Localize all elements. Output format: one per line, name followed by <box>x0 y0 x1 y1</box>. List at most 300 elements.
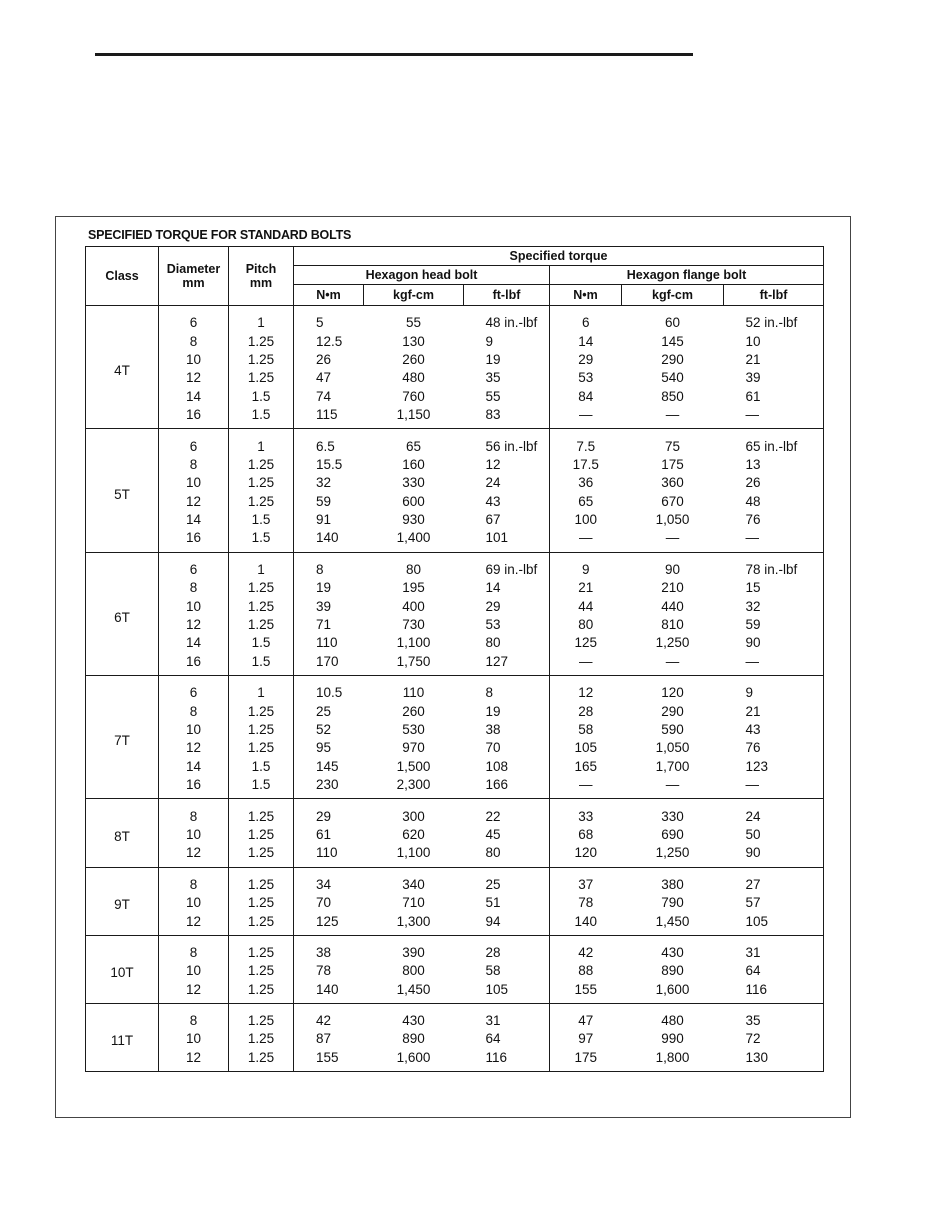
table-row <box>86 351 824 369</box>
pitch-cell: 1.25 <box>229 702 294 720</box>
pitch-cell: 1 <box>229 429 294 456</box>
pitch-cell: 1.25 <box>229 981 294 1004</box>
flange-ftlbf-cell: 105 <box>724 912 824 935</box>
diameter-cell: 12 <box>159 493 229 511</box>
head-nm-cell: 32 <box>294 474 364 492</box>
flange-ftlbf-cell: 39 <box>724 369 824 387</box>
pitch-cell: 1.25 <box>229 1003 294 1030</box>
flange-nm-cell: 28 <box>550 702 622 720</box>
pitch-cell: 1.25 <box>229 597 294 615</box>
flange-kgfcm-cell: 1,050 <box>655 740 690 756</box>
pitch-cell: 1.25 <box>229 894 294 912</box>
pitch-cell: 1.25 <box>229 369 294 387</box>
head-kgfcm-cell: 730 <box>402 617 425 633</box>
table-row <box>86 758 824 776</box>
flange-nm-cell: — <box>550 653 622 676</box>
diameter-cell: 10 <box>159 351 229 369</box>
flange-ftlbf-cell: 10 <box>724 332 824 350</box>
diameter-cell: 14 <box>159 388 229 406</box>
head-kgfcm-cell: 600 <box>402 493 425 509</box>
head-kgfcm-cell: 65 <box>405 438 422 454</box>
flange-ftlbf-cell: 35 <box>724 1003 824 1030</box>
head-ftlbf-cell: 31 <box>464 1003 550 1030</box>
flange-nm-cell: 100 <box>550 511 622 529</box>
diameter-cell: 16 <box>159 776 229 799</box>
head-nm-cell: 145 <box>294 758 364 776</box>
flange-kgfcm-cell: 175 <box>661 456 684 472</box>
pitch-cell: 1.25 <box>229 456 294 474</box>
pitch-cell: 1 <box>229 676 294 703</box>
flange-ftlbf-cell: 78 in.-lbf <box>724 552 824 579</box>
head-ftlbf-cell: 25 <box>464 867 550 894</box>
head-ftlbf-cell: 19 <box>464 351 550 369</box>
diameter-cell: 16 <box>159 529 229 552</box>
diameter-cell: 12 <box>159 739 229 757</box>
head-ftlbf-cell: 19 <box>464 702 550 720</box>
flange-ftlbf-cell: 50 <box>724 826 824 844</box>
head-ftlbf-cell: 67 <box>464 511 550 529</box>
flange-kgfcm-cell: 360 <box>661 475 684 491</box>
pitch-cell: 1.25 <box>229 351 294 369</box>
header-hex-head-bolt: Hexagon head bolt <box>294 266 550 285</box>
table-row <box>86 776 824 799</box>
head-nm-cell: 34 <box>294 867 364 894</box>
flange-nm-cell: 7.5 <box>550 429 622 456</box>
flange-nm-cell: 37 <box>550 867 622 894</box>
head-kgfcm-cell: 2,300 <box>364 776 464 799</box>
head-kgfcm-cell: 1,100 <box>396 635 431 651</box>
flange-kgfcm-cell: 480 <box>661 1013 684 1029</box>
class-cell: 7T <box>86 676 159 799</box>
table-row <box>86 1049 824 1072</box>
flange-nm-cell: 44 <box>550 597 622 615</box>
flange-ftlbf-cell: 61 <box>724 388 824 406</box>
flange-kgfcm-cell: 1,600 <box>622 981 724 1004</box>
head-ftlbf-cell: 108 <box>464 758 550 776</box>
head-ftlbf-cell: 9 <box>464 332 550 350</box>
head-nm-cell: 8 <box>294 552 364 579</box>
head-ftlbf-cell: 8 <box>464 676 550 703</box>
head-ftlbf-cell: 28 <box>464 935 550 962</box>
pitch-cell: 1.25 <box>229 332 294 350</box>
flange-nm-cell: 120 <box>550 844 622 867</box>
flange-ftlbf-cell: 59 <box>724 616 824 634</box>
head-nm-cell: 78 <box>294 962 364 980</box>
diameter-cell: 10 <box>159 474 229 492</box>
flange-ftlbf-cell: 52 in.-lbf <box>724 306 824 333</box>
head-ftlbf-cell: 127 <box>464 653 550 676</box>
head-kgfcm-cell: 800 <box>402 963 425 979</box>
class-cell: 4T <box>86 306 159 429</box>
table-row <box>86 739 824 757</box>
flange-kgfcm-cell: 145 <box>661 333 684 349</box>
head-nm-cell: 38 <box>294 935 364 962</box>
flange-nm-cell: 125 <box>550 634 622 652</box>
flange-ftlbf-cell: 48 <box>724 493 824 511</box>
class-cell: 8T <box>86 799 159 867</box>
diameter-cell: 16 <box>159 653 229 676</box>
class-cell: 10T <box>86 935 159 1003</box>
table-row <box>86 894 824 912</box>
header-head-nm: N•m <box>294 285 364 306</box>
head-nm-cell: 74 <box>294 388 364 406</box>
head-nm-cell: 230 <box>294 776 364 799</box>
flange-kgfcm-cell: 690 <box>661 826 684 842</box>
diameter-cell: 14 <box>159 511 229 529</box>
pitch-cell: 1.25 <box>229 474 294 492</box>
flange-nm-cell: 88 <box>550 962 622 980</box>
pitch-cell: 1.5 <box>229 529 294 552</box>
head-ftlbf-cell: 69 in.-lbf <box>464 552 550 579</box>
table-row <box>86 552 824 579</box>
head-kgfcm-cell: 1,500 <box>396 758 431 774</box>
diameter-cell: 10 <box>159 721 229 739</box>
pitch-cell: 1.25 <box>229 1030 294 1048</box>
pitch-cell: 1 <box>229 306 294 333</box>
head-nm-cell: 15.5 <box>294 456 364 474</box>
head-kgfcm-cell: 480 <box>402 370 425 386</box>
header-head-kgfcm: kgf-cm <box>364 285 464 306</box>
header-class: Class <box>86 247 159 306</box>
flange-ftlbf-cell: 9 <box>724 676 824 703</box>
head-ftlbf-cell: 43 <box>464 493 550 511</box>
head-ftlbf-cell: 51 <box>464 894 550 912</box>
flange-nm-cell: 68 <box>550 826 622 844</box>
diameter-cell: 16 <box>159 406 229 429</box>
table-row <box>86 634 824 652</box>
flange-nm-cell: 84 <box>550 388 622 406</box>
flange-ftlbf-cell: 76 <box>724 511 824 529</box>
table-row <box>86 981 824 1004</box>
head-nm-cell: 10.5 <box>294 676 364 703</box>
head-nm-cell: 70 <box>294 894 364 912</box>
pitch-cell: 1.5 <box>229 634 294 652</box>
flange-nm-cell: 9 <box>550 552 622 579</box>
pitch-cell: 1.25 <box>229 721 294 739</box>
head-nm-cell: 19 <box>294 579 364 597</box>
pitch-cell: 1.5 <box>229 653 294 676</box>
head-ftlbf-cell: 80 <box>464 844 550 867</box>
head-kgfcm-cell: 890 <box>402 1031 425 1047</box>
flange-nm-cell: 33 <box>550 799 622 826</box>
head-ftlbf-cell: 14 <box>464 579 550 597</box>
pitch-cell: 1.25 <box>229 799 294 826</box>
head-kgfcm-cell: 330 <box>402 475 425 491</box>
table-row <box>86 702 824 720</box>
head-kgfcm-cell: 1,300 <box>364 912 464 935</box>
pitch-cell: 1.25 <box>229 739 294 757</box>
head-kgfcm-cell: 530 <box>402 722 425 737</box>
head-nm-cell: 125 <box>294 912 364 935</box>
head-ftlbf-cell: 29 <box>464 597 550 615</box>
pitch-cell: 1.5 <box>229 511 294 529</box>
head-nm-cell: 26 <box>294 351 364 369</box>
diameter-cell: 10 <box>159 826 229 844</box>
flange-nm-cell: 65 <box>550 493 622 511</box>
pitch-cell: 1.25 <box>229 1049 294 1072</box>
table-row <box>86 474 824 492</box>
head-nm-cell: 39 <box>294 597 364 615</box>
table-row <box>86 406 824 429</box>
diameter-cell: 8 <box>159 702 229 720</box>
head-kgfcm-cell: 1,450 <box>364 981 464 1004</box>
head-nm-cell: 95 <box>294 739 364 757</box>
flange-kgfcm-cell: 540 <box>661 370 684 386</box>
flange-ftlbf-cell: 65 in.-lbf <box>724 429 824 456</box>
pitch-cell: 1.25 <box>229 493 294 511</box>
flange-ftlbf-cell: 130 <box>724 1049 824 1072</box>
pitch-cell: 1.25 <box>229 844 294 867</box>
head-ftlbf-cell: 55 <box>464 388 550 406</box>
head-ftlbf-cell: 38 <box>464 721 550 739</box>
head-nm-cell: 42 <box>294 1003 364 1030</box>
table-row <box>86 511 824 529</box>
flange-kgfcm-cell: 1,800 <box>622 1049 724 1072</box>
head-nm-cell: 87 <box>294 1030 364 1048</box>
flange-nm-cell: 175 <box>550 1049 622 1072</box>
table-row <box>86 332 824 350</box>
table-row <box>86 306 824 333</box>
flange-kgfcm-cell: 850 <box>661 388 684 404</box>
header-flange-kgfcm: kgf-cm <box>622 285 724 306</box>
head-kgfcm-cell: 1,150 <box>364 406 464 429</box>
pitch-cell: 1.25 <box>229 912 294 935</box>
pitch-cell: 1.25 <box>229 962 294 980</box>
class-cell: 5T <box>86 429 159 552</box>
diameter-cell: 12 <box>159 1049 229 1072</box>
diameter-cell: 12 <box>159 369 229 387</box>
flange-kgfcm-cell: 75 <box>664 438 681 454</box>
diameter-cell: 14 <box>159 758 229 776</box>
table-row <box>86 579 824 597</box>
head-nm-cell: 29 <box>294 799 364 826</box>
flange-nm-cell: 53 <box>550 369 622 387</box>
head-ftlbf-cell: 58 <box>464 962 550 980</box>
head-kgfcm-cell: 620 <box>402 826 425 842</box>
diameter-cell: 8 <box>159 1003 229 1030</box>
table-row <box>86 597 824 615</box>
head-kgfcm-cell: 110 <box>402 685 425 701</box>
flange-nm-cell: 155 <box>550 981 622 1004</box>
head-nm-cell: 71 <box>294 616 364 634</box>
top-rule <box>95 53 693 56</box>
flange-kgfcm-cell: 60 <box>664 315 681 331</box>
head-ftlbf-cell: 116 <box>464 1049 550 1072</box>
head-nm-cell: 155 <box>294 1049 364 1072</box>
class-cell: 9T <box>86 867 159 935</box>
diameter-cell: 8 <box>159 579 229 597</box>
head-ftlbf-cell: 70 <box>464 739 550 757</box>
flange-kgfcm-cell: — <box>622 406 724 429</box>
torque-table <box>85 246 824 1072</box>
flange-kgfcm-cell: 990 <box>661 1031 684 1047</box>
flange-ftlbf-cell: 24 <box>724 799 824 826</box>
flange-kgfcm-cell: 290 <box>661 351 684 367</box>
diameter-cell: 10 <box>159 962 229 980</box>
head-nm-cell: 140 <box>294 529 364 552</box>
diameter-cell: 12 <box>159 844 229 867</box>
flange-kgfcm-cell: 1,250 <box>655 635 690 651</box>
table-row <box>86 799 824 826</box>
flange-nm-cell: 97 <box>550 1030 622 1048</box>
flange-ftlbf-cell: 27 <box>724 867 824 894</box>
diameter-cell: 8 <box>159 456 229 474</box>
table-row <box>86 676 824 703</box>
flange-nm-cell: 140 <box>550 912 622 935</box>
flange-kgfcm-cell: 890 <box>661 963 684 979</box>
flange-kgfcm-cell: 1,050 <box>655 512 690 528</box>
flange-kgfcm-cell: 120 <box>661 685 684 701</box>
flange-ftlbf-cell: 116 <box>724 981 824 1004</box>
diameter-cell: 6 <box>159 306 229 333</box>
flange-kgfcm-cell: 330 <box>661 808 684 824</box>
head-kgfcm-cell: 1,100 <box>364 844 464 867</box>
table-row <box>86 429 824 456</box>
head-ftlbf-cell: 80 <box>464 634 550 652</box>
class-cell: 11T <box>86 1003 159 1071</box>
head-kgfcm-cell: 430 <box>402 1013 425 1029</box>
flange-ftlbf-cell: — <box>724 653 824 676</box>
flange-nm-cell: 80 <box>550 616 622 634</box>
head-kgfcm-cell: 1,750 <box>364 653 464 676</box>
head-ftlbf-cell: 166 <box>464 776 550 799</box>
head-ftlbf-cell: 56 in.-lbf <box>464 429 550 456</box>
head-ftlbf-cell: 101 <box>464 529 550 552</box>
diameter-cell: 10 <box>159 597 229 615</box>
diameter-cell: 6 <box>159 429 229 456</box>
diameter-cell: 8 <box>159 332 229 350</box>
flange-kgfcm-cell: 1,250 <box>622 844 724 867</box>
flange-ftlbf-cell: 15 <box>724 579 824 597</box>
flange-ftlbf-cell: 90 <box>724 844 824 867</box>
flange-kgfcm-cell: 1,700 <box>655 758 690 774</box>
head-nm-cell: 91 <box>294 511 364 529</box>
diameter-cell: 12 <box>159 616 229 634</box>
flange-nm-cell: 6 <box>550 306 622 333</box>
flange-ftlbf-cell: — <box>724 529 824 552</box>
header-pitch: Pitch mm <box>229 247 294 306</box>
flange-nm-cell: 47 <box>550 1003 622 1030</box>
head-ftlbf-cell: 22 <box>464 799 550 826</box>
head-nm-cell: 47 <box>294 369 364 387</box>
table-row <box>86 912 824 935</box>
flange-nm-cell: 17.5 <box>550 456 622 474</box>
table-row <box>86 616 824 634</box>
table-row <box>86 369 824 387</box>
diameter-cell: 8 <box>159 935 229 962</box>
head-nm-cell: 115 <box>294 406 364 429</box>
flange-kgfcm-cell: 590 <box>661 722 684 737</box>
head-kgfcm-cell: 300 <box>402 808 425 824</box>
head-kgfcm-cell: 1,600 <box>364 1049 464 1072</box>
flange-ftlbf-cell: 43 <box>724 721 824 739</box>
diameter-cell: 12 <box>159 981 229 1004</box>
flange-nm-cell: 14 <box>550 332 622 350</box>
flange-ftlbf-cell: 90 <box>724 634 824 652</box>
head-nm-cell: 170 <box>294 653 364 676</box>
flange-nm-cell: 105 <box>550 739 622 757</box>
head-ftlbf-cell: 12 <box>464 456 550 474</box>
flange-nm-cell: 78 <box>550 894 622 912</box>
head-nm-cell: 52 <box>294 721 364 739</box>
head-ftlbf-cell: 105 <box>464 981 550 1004</box>
diameter-cell: 10 <box>159 894 229 912</box>
table-row <box>86 529 824 552</box>
diameter-cell: 6 <box>159 552 229 579</box>
flange-kgfcm-cell: 290 <box>661 703 684 719</box>
head-kgfcm-cell: 260 <box>402 351 425 367</box>
head-kgfcm-cell: 160 <box>402 456 425 472</box>
table-row <box>86 456 824 474</box>
head-ftlbf-cell: 64 <box>464 1030 550 1048</box>
table-row <box>86 653 824 676</box>
flange-kgfcm-cell: 810 <box>661 617 684 633</box>
flange-nm-cell: — <box>550 776 622 799</box>
table-row <box>86 826 824 844</box>
flange-ftlbf-cell: 123 <box>724 758 824 776</box>
class-cell: 6T <box>86 552 159 675</box>
pitch-cell: 1.25 <box>229 616 294 634</box>
head-kgfcm-cell: 130 <box>402 333 425 349</box>
head-kgfcm-cell: 930 <box>402 512 425 528</box>
head-kgfcm-cell: 55 <box>405 315 422 331</box>
table-row <box>86 962 824 980</box>
head-ftlbf-cell: 35 <box>464 369 550 387</box>
table-row <box>86 867 824 894</box>
flange-nm-cell: 29 <box>550 351 622 369</box>
flange-kgfcm-cell: — <box>622 653 724 676</box>
diameter-cell: 14 <box>159 634 229 652</box>
flange-nm-cell: 42 <box>550 935 622 962</box>
diameter-cell: 12 <box>159 912 229 935</box>
header-specified-torque: Specified torque <box>294 247 824 266</box>
head-nm-cell: 5 <box>294 306 364 333</box>
flange-kgfcm-cell: 90 <box>664 561 681 577</box>
head-nm-cell: 59 <box>294 493 364 511</box>
table-row <box>86 844 824 867</box>
flange-ftlbf-cell: 21 <box>724 351 824 369</box>
table-row <box>86 1003 824 1030</box>
head-kgfcm-cell: 340 <box>402 876 425 892</box>
flange-nm-cell: 12 <box>550 676 622 703</box>
flange-nm-cell: 36 <box>550 474 622 492</box>
flange-kgfcm-cell: 1,450 <box>622 912 724 935</box>
head-nm-cell: 6.5 <box>294 429 364 456</box>
pitch-cell: 1.25 <box>229 867 294 894</box>
head-kgfcm-cell: 1,400 <box>364 529 464 552</box>
flange-kgfcm-cell: — <box>622 776 724 799</box>
table-row <box>86 493 824 511</box>
pitch-cell: 1.25 <box>229 935 294 962</box>
head-ftlbf-cell: 83 <box>464 406 550 429</box>
head-kgfcm-cell: 710 <box>402 895 425 911</box>
head-ftlbf-cell: 48 in.-lbf <box>464 306 550 333</box>
head-nm-cell: 110 <box>294 634 364 652</box>
head-kgfcm-cell: 760 <box>402 388 425 404</box>
pitch-cell: 1.25 <box>229 826 294 844</box>
head-ftlbf-cell: 53 <box>464 616 550 634</box>
flange-nm-cell: 21 <box>550 579 622 597</box>
head-nm-cell: 25 <box>294 702 364 720</box>
head-kgfcm-cell: 260 <box>402 703 425 719</box>
header-head-ftlbf: ft-lbf <box>464 285 550 306</box>
header-flange-ftlbf: ft-lbf <box>724 285 824 306</box>
pitch-cell: 1.5 <box>229 406 294 429</box>
flange-kgfcm-cell: 670 <box>661 493 684 509</box>
flange-kgfcm-cell: 430 <box>661 944 684 960</box>
flange-ftlbf-cell: — <box>724 776 824 799</box>
head-kgfcm-cell: 400 <box>402 598 425 614</box>
